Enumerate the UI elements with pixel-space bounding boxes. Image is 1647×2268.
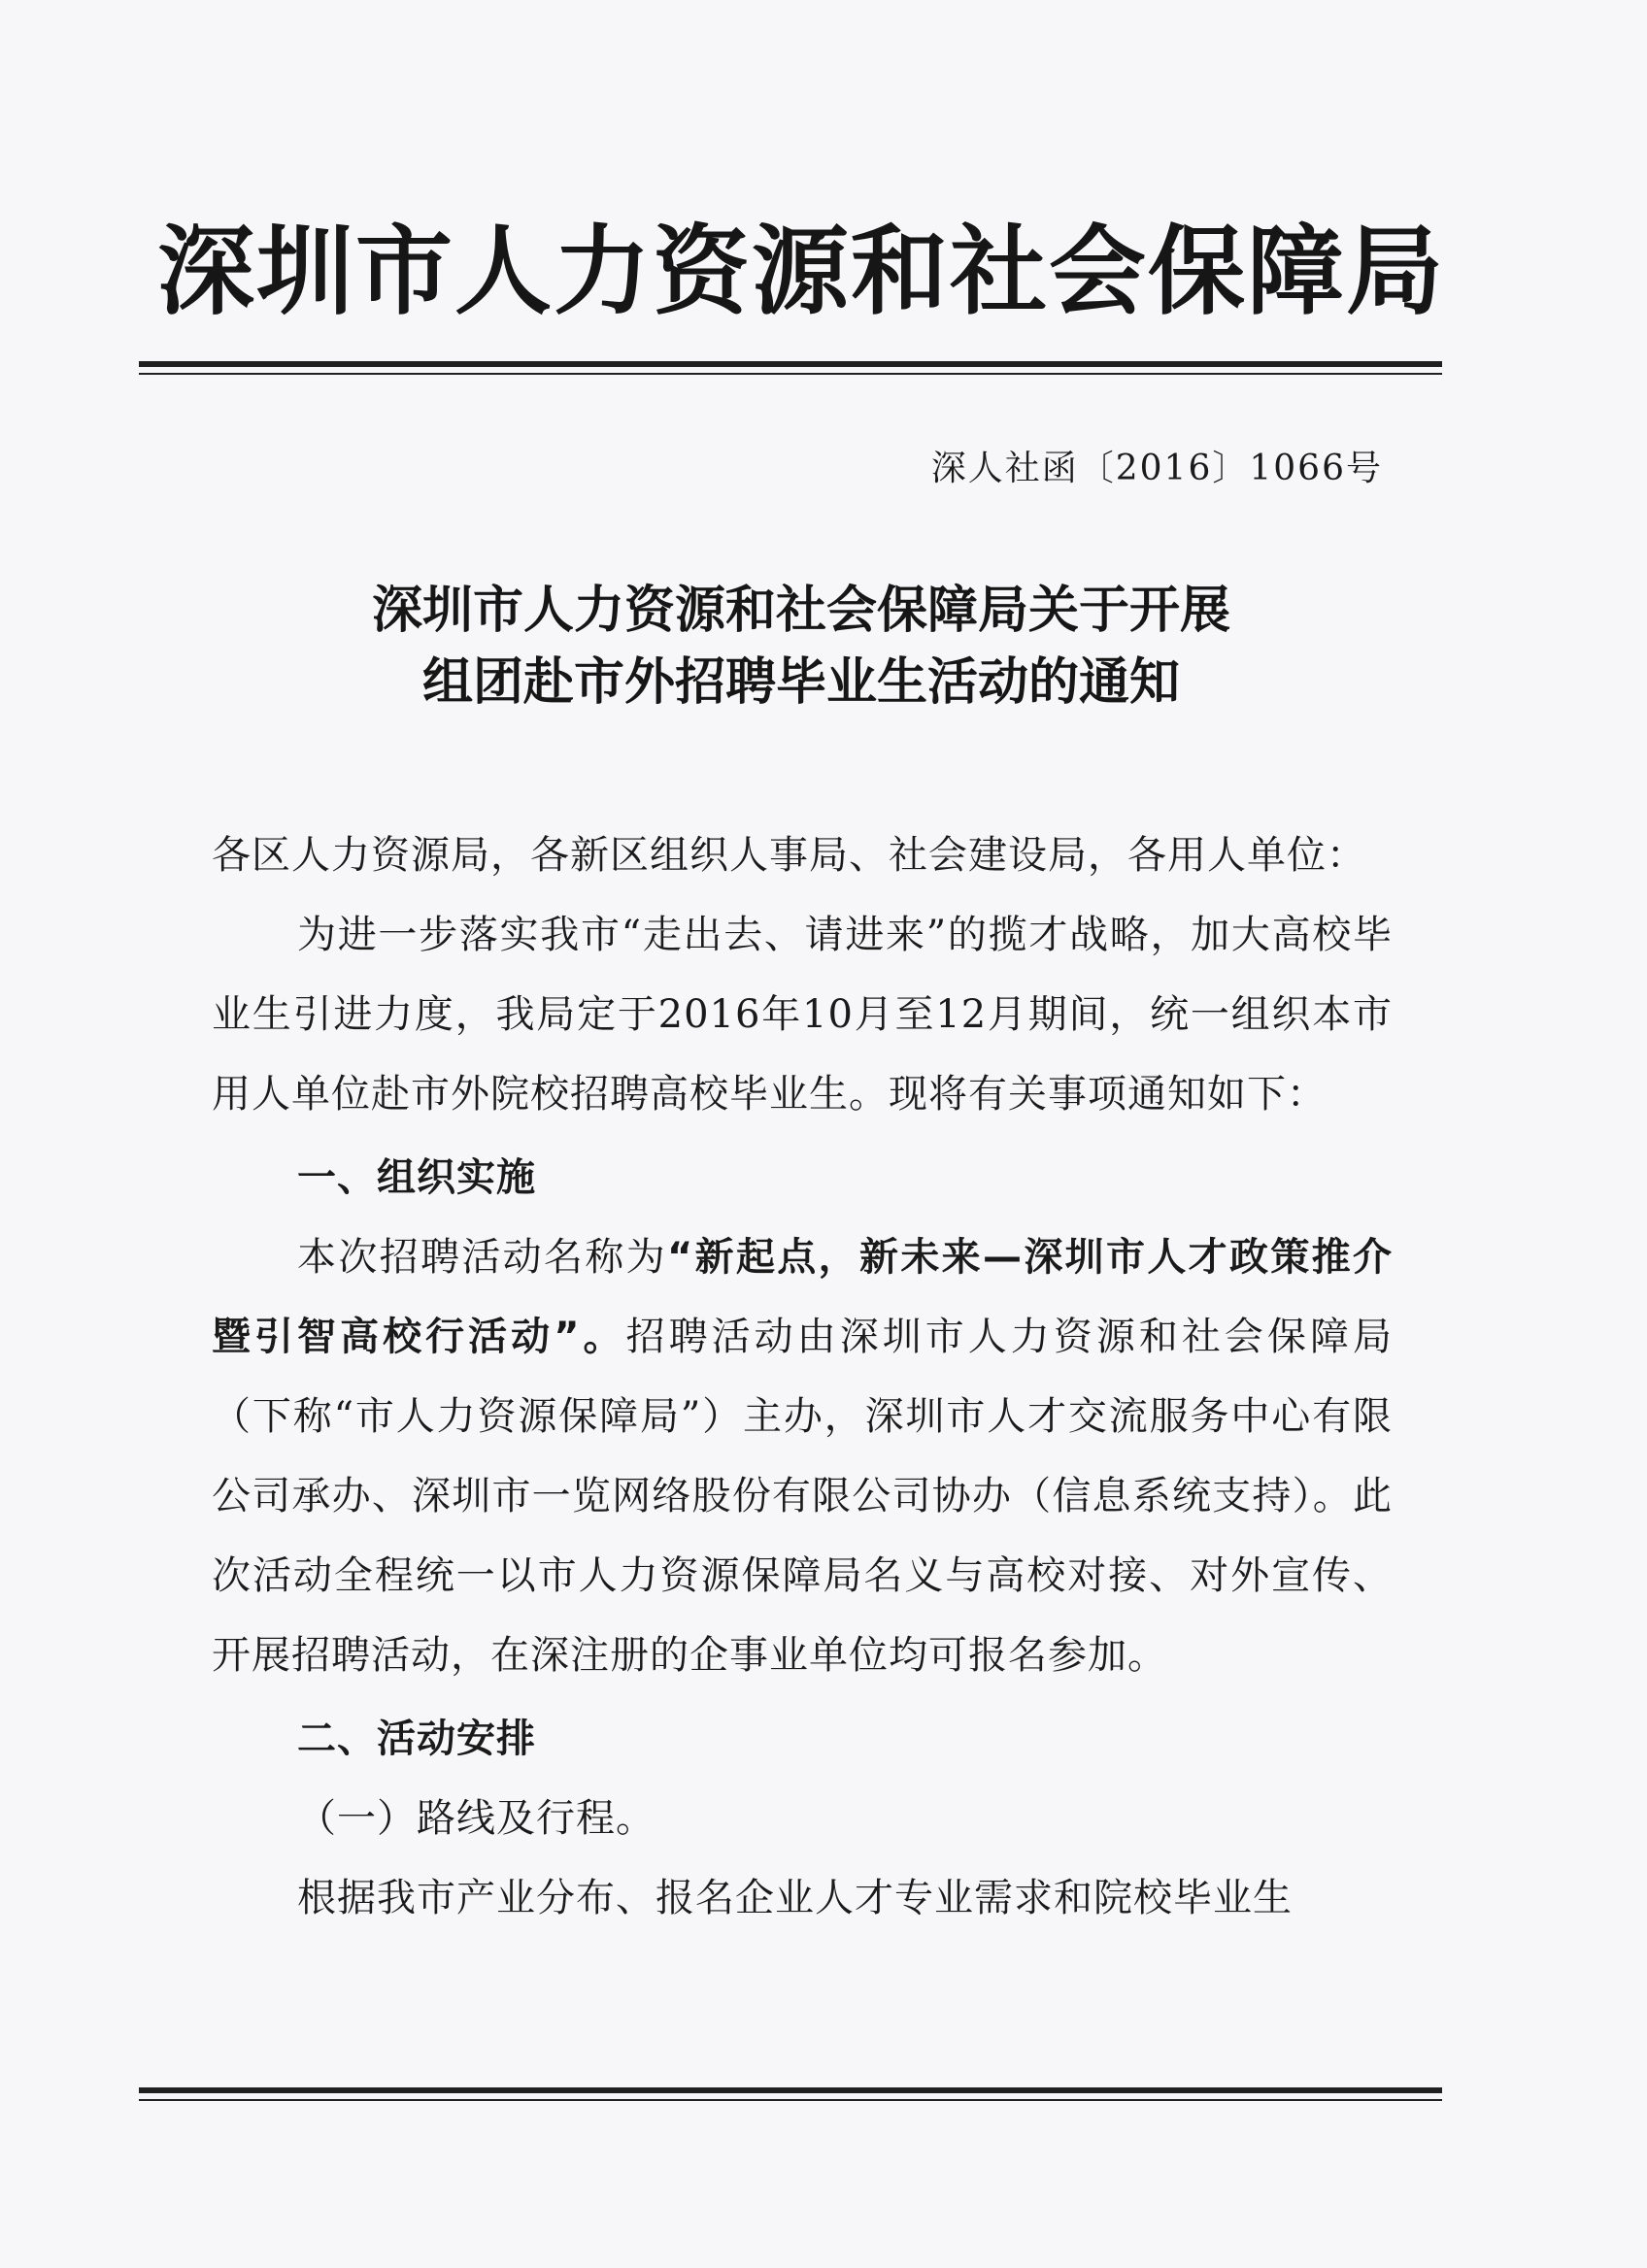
footer-rule-thick	[139, 2087, 1442, 2093]
notice-body	[212, 816, 1393, 1938]
subsection-1-heading: （一）路线及行程。	[297, 1796, 655, 1841]
notice-title	[136, 575, 1466, 718]
title-line-2: 组团赴市外招聘毕业生活动的通知	[421, 653, 1180, 712]
masthead-rule-thick	[139, 361, 1442, 367]
section-2-heading: 二、活动安排	[297, 1717, 536, 1761]
document-number: 深人社函〔2016〕1066号	[930, 449, 1383, 488]
event-name: “新起点，新未来—深圳市人才政策推介暨引智高校行活动”。	[212, 1235, 1393, 1359]
footer-rule-thin	[139, 2099, 1442, 2101]
intro-paragraph: 为进一步落实我市“走出去、请进来”的揽才战略，加大高校毕业生引进力度，我局定于2016年10月至12月期间，统一组织本市用人单位赴市外院校招聘高校毕业生。现将有关事项通知如下：	[212, 913, 1393, 1117]
title-line-1: 深圳市人力资源和社会保障局关于开展	[371, 582, 1230, 640]
masthead-rule-thin	[139, 373, 1442, 375]
masthead: 深圳市人力资源和社会保障局	[157, 215, 1445, 328]
section-1-heading: 一、组织实施	[297, 1155, 536, 1200]
section-1-paragraph	[212, 1217, 1393, 1695]
subsection-1-paragraph: 根据我市产业分布、报名企业人才专业需求和院校毕业生	[297, 1876, 1293, 1920]
salutation: 各区人力资源局，各新区组织人事局、社会建设局，各用人单位：	[212, 833, 1366, 878]
section-1-rest: 招聘活动由深圳市人力资源和社会保障局（下称“市人力资源保障局”）主办，深圳市人才交流服务中心有限公司承办、深圳市一览网络股份有限公司协办（信息系统支持）。此次活动全程统一以市人力资源保障局名义与高校对接、对外宣传、开展招聘活动，在深注册的企事业单位均可报名参加。	[212, 1315, 1394, 1678]
section-1-lead: 本次招聘活动名称为	[297, 1235, 668, 1280]
